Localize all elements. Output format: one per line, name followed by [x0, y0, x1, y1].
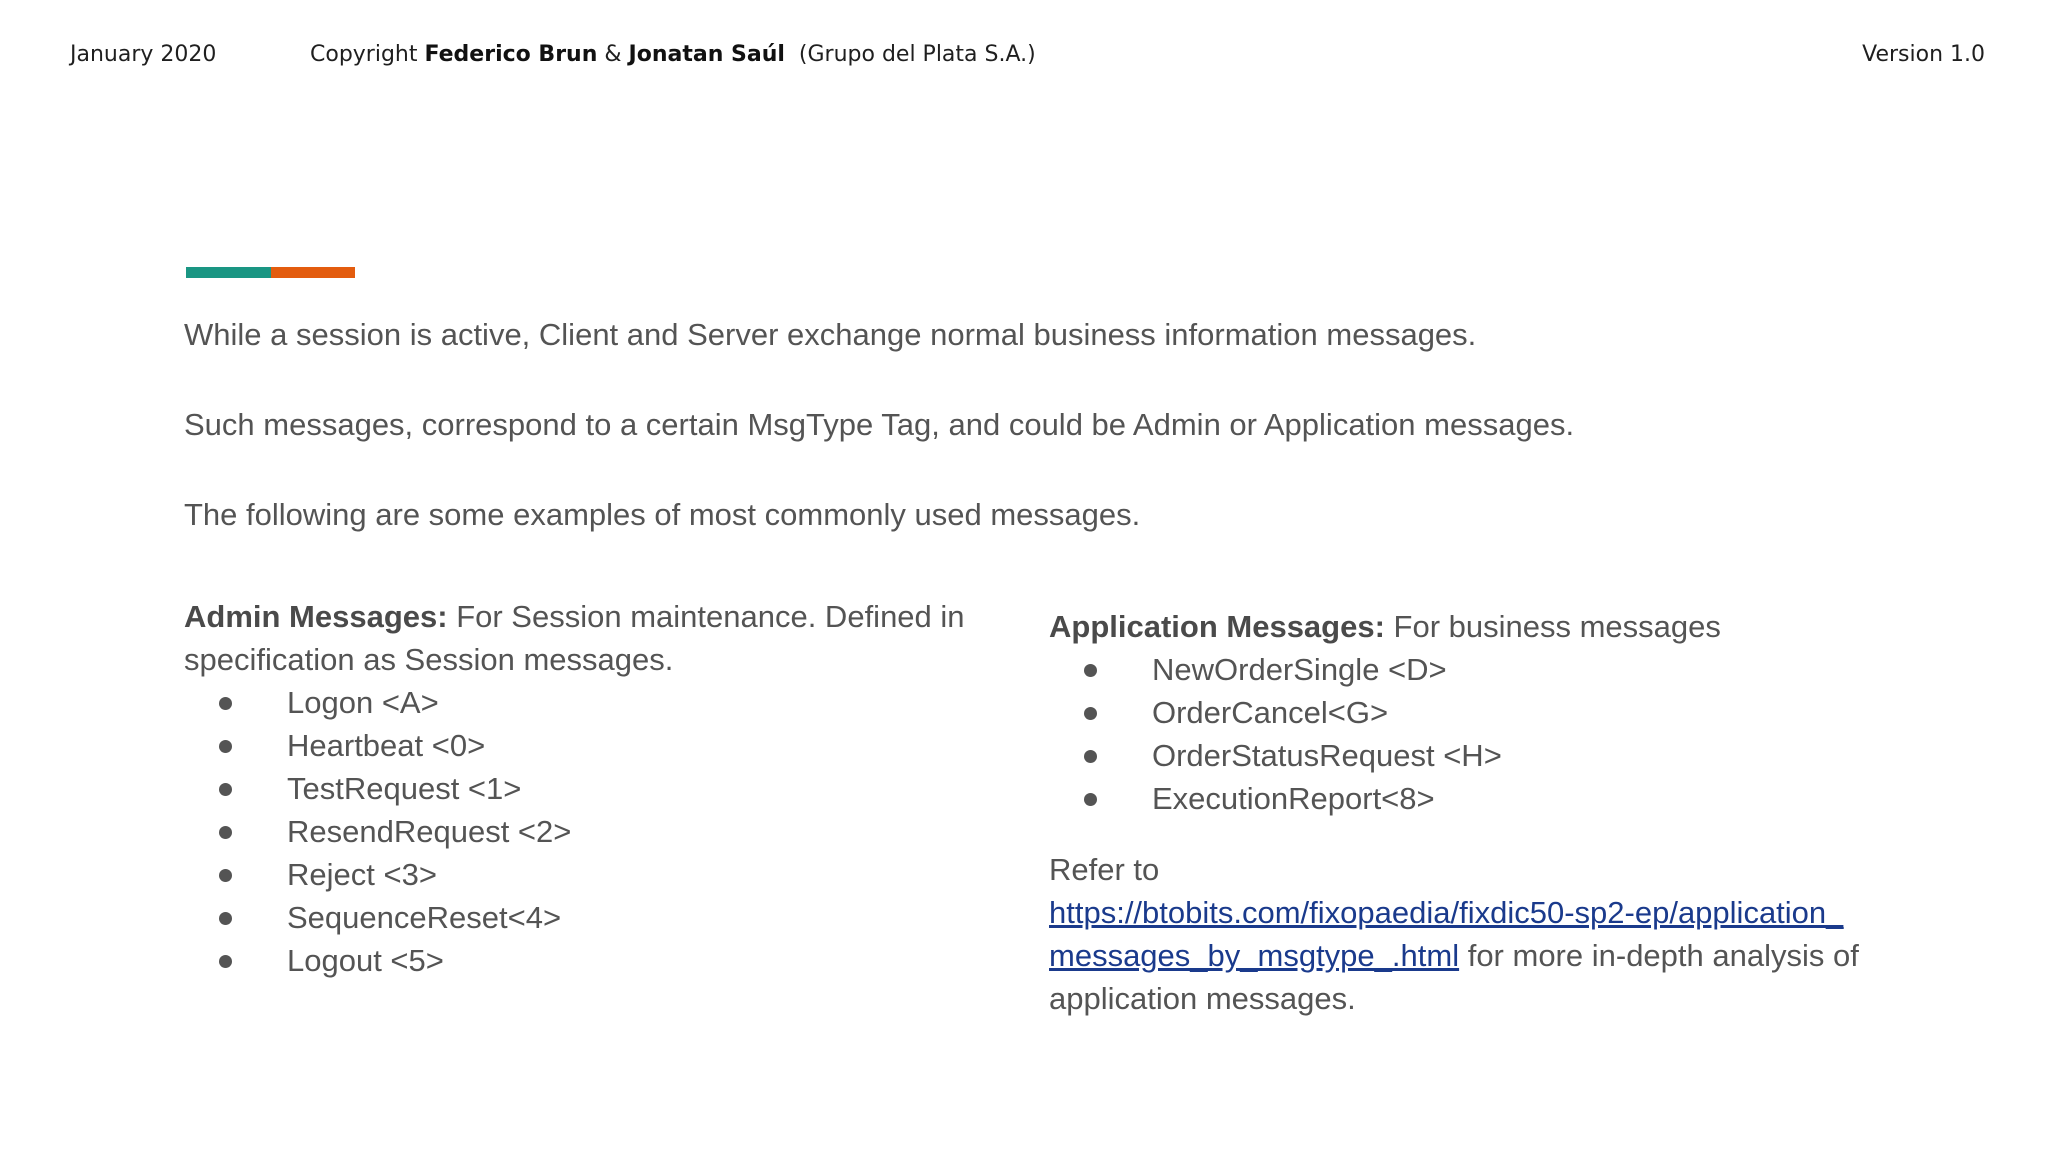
copyright-prefix: Copyright: [310, 42, 425, 67]
admin-item-label: Logon <A>: [287, 685, 439, 720]
admin-message-list: [184, 681, 984, 982]
application-message-list: [1049, 648, 1879, 820]
author-federico: Federico Brun: [424, 42, 598, 67]
list-item: [1049, 734, 1879, 777]
accent-teal-segment: [186, 267, 271, 278]
intro-paragraph-3: The following are some examples of most commonly used messages.: [184, 497, 1141, 532]
bullet-icon: [219, 783, 232, 796]
organization: (Grupo del Plata S.A.): [784, 42, 1036, 67]
application-item-label: OrderStatusRequest <H>: [1152, 738, 1502, 773]
list-item: [1049, 777, 1879, 820]
list-item: [184, 853, 984, 896]
application-item-label: OrderCancel<G>: [1152, 695, 1389, 730]
bullet-icon: [219, 740, 232, 753]
bullet-icon: [1084, 750, 1097, 763]
bullet-icon: [219, 697, 232, 710]
ampersand: &: [597, 42, 629, 67]
intro-paragraph-1: While a session is active, Client and Server exchange normal business information messages.: [184, 317, 1477, 352]
admin-item-label: SequenceReset<4>: [287, 900, 562, 935]
reference-link-line2[interactable]: messages_by_msgtype_.html: [1049, 938, 1460, 973]
accent-orange-segment: [271, 267, 355, 278]
application-lead: [1049, 605, 1879, 648]
bullet-icon: [219, 912, 232, 925]
bullet-icon: [1084, 707, 1097, 720]
list-item: [184, 810, 984, 853]
header-copyright: [310, 40, 1036, 70]
reference-link-line1[interactable]: https://btobits.com/fixopaedia/fixdic50-sp2-ep/application_: [1049, 895, 1844, 930]
header-date: January 2020: [70, 42, 217, 67]
intro-paragraph-2: Such messages, correspond to a certain MsgType Tag, and could be Admin or Application messages.: [184, 407, 1575, 442]
admin-item-label: Logout <5>: [287, 943, 444, 978]
admin-item-label: Reject <3>: [287, 857, 437, 892]
admin-lead: [184, 595, 984, 681]
header-version: Version 1.0: [1862, 42, 1985, 67]
admin-title: Admin Messages:: [184, 599, 448, 634]
refer-suffix: for more in-depth analysis of: [1459, 938, 1859, 973]
admin-item-label: Heartbeat <0>: [287, 728, 486, 763]
bullet-icon: [219, 826, 232, 839]
list-item: [184, 896, 984, 939]
list-item: [184, 681, 984, 724]
application-desc: For business messages: [1384, 609, 1721, 644]
admin-messages-section: [184, 595, 984, 982]
application-messages-section: [1049, 605, 1879, 1020]
application-title: Application Messages:: [1049, 609, 1385, 644]
admin-item-label: TestRequest <1>: [287, 771, 522, 806]
bullet-icon: [1084, 664, 1097, 677]
list-item: [184, 724, 984, 767]
application-item-label: NewOrderSingle <D>: [1152, 652, 1447, 687]
application-item-label: ExecutionReport<8>: [1152, 781, 1435, 816]
list-item: [184, 767, 984, 810]
list-item: [1049, 691, 1879, 734]
bullet-icon: [219, 869, 232, 882]
bullet-icon: [219, 955, 232, 968]
refer-line3: application messages.: [1049, 981, 1356, 1016]
admin-item-label: ResendRequest <2>: [287, 814, 572, 849]
admin-desc-line2: specification as Session messages.: [184, 642, 674, 677]
admin-desc-line1: For Session maintenance. Defined in: [447, 599, 965, 634]
author-jonatan: Jonatan Saúl: [628, 42, 785, 67]
list-item: [184, 939, 984, 982]
bullet-icon: [1084, 793, 1097, 806]
refer-prefix: Refer to: [1049, 852, 1160, 887]
refer-paragraph: [1049, 848, 1879, 1020]
accent-bar: [186, 267, 355, 278]
list-item: [1049, 648, 1879, 691]
